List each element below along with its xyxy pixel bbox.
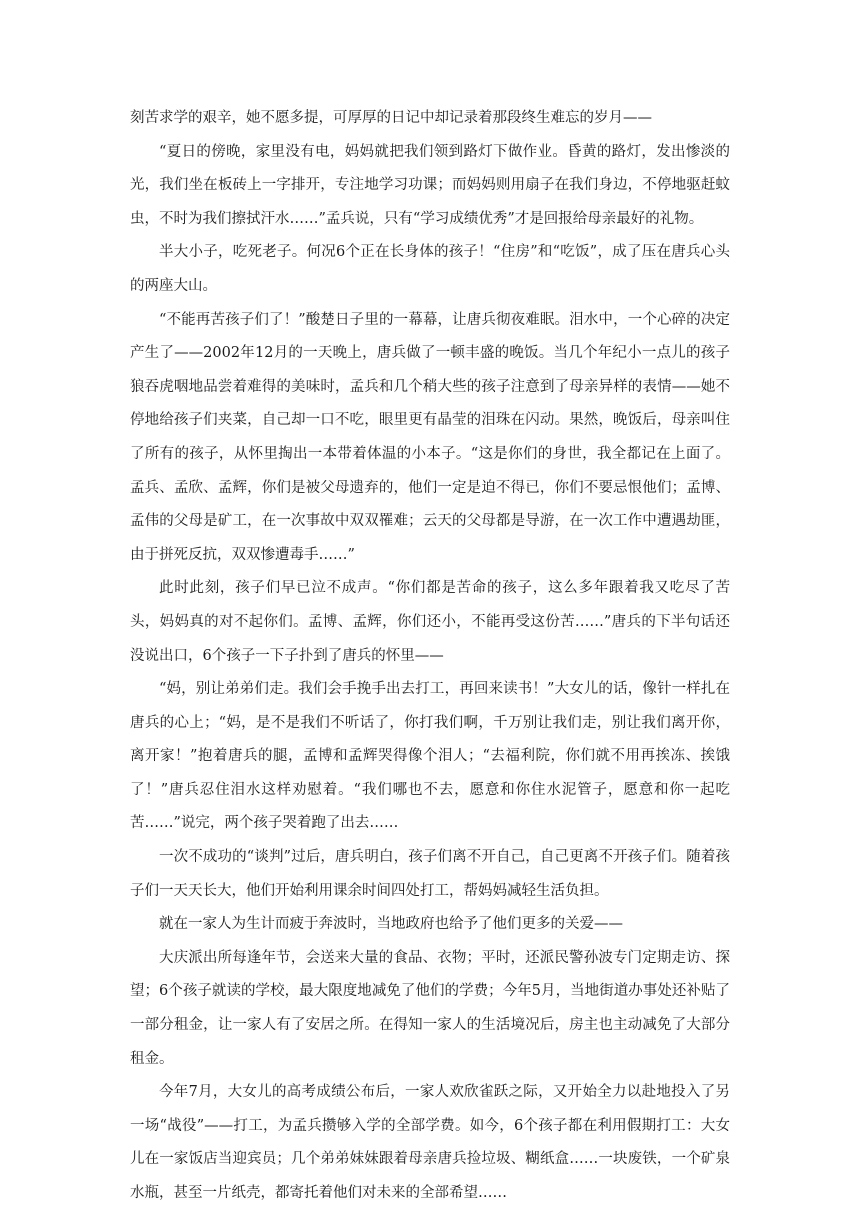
paragraph-9: 大庆派出所每逢年节，会送来大量的食品、衣物；平时，还派民警孙波专门定期走访、探望；6个孩子就读的学校，最大限度地减免了他们的学费；今年5月，当地街道办事处还补贴了一部分租金，让一家人有了安居之所。在得知一家人的生活境况后，房主也主动减免了大部分租金。 — [130, 949, 730, 1067]
document-body — [130, 102, 730, 1211]
paragraph-1: 刻苦求学的艰辛，她不愿多提，可厚厚的日记中却记录着那段终生难忘的岁月—— — [130, 110, 652, 126]
paragraph-8: 就在一家人为生计而疲于奔波时，当地政府也给予了他们更多的关爱—— — [159, 916, 623, 933]
paragraph-6: “妈，别让弟弟们走。我们会手挽手出去打工，再回来读书！”大女儿的话，像针一样扎在唐兵的心上；“妈，是不是我们不听话了，你打我们啊，千万别让我们走，别让我们离开你，离开家！”抱着唐兵的腿，孟博和孟辉哭得像个泪人；“去福利院，你们就不用再挨冻、挨饿了！”唐兵忍住泪水这样劝慰着。“我们哪也不去，愿意和你住水泥管子，愿意和你一起吃苦……”说完，两个孩子哭着跑了出去…… — [130, 681, 730, 832]
paragraph-5: 此时此刻，孩子们早已泣不成声。“你们都是苦命的孩子，这么多年跟着我又吃尽了苦头，妈妈真的对不起你们。孟博、孟辉，你们还小，不能再受这份苦……”唐兵的下半句话还没说出口，6个孩子一下子扑到了唐兵的怀里—— — [130, 580, 730, 664]
paragraph-7: 一次不成功的“谈判”过后，唐兵明白，孩子们离不开自己，自己更离不开孩子们。随着孩子们一天天长大，他们开始利用课余时间四处打工，帮妈妈减轻生活负担。 — [130, 849, 730, 899]
paragraph-2: “夏日的傍晚，家里没有电，妈妈就把我们领到路灯下做作业。昏黄的路灯，发出惨淡的光，我们坐在板砖上一字排开，专注地学习功课；而妈妈则用扇子在我们身边，不停地驱赶蚊虫，不时为我们擦拭汗水……”孟兵说，只有“学习成绩优秀”才是回报给母亲最好的礼物。 — [130, 143, 730, 227]
paragraph-4: “不能再苦孩子们了！”酸楚日子里的一幕幕，让唐兵彻夜难眠。泪水中，一个心碎的决定产生了——2002年12月的一天晚上，唐兵做了一顿丰盛的晚饭。当几个年纪小一点儿的孩子狼吞虎咽地品尝着难得的美味时，孟兵和几个稍大些的孩子注意到了母亲异样的表情——她不停地给孩子们夹菜，自己却一口不吃，眼里更有晶莹的泪珠在闪动。果然，晚饭后，母亲叫住了所有的孩子，从怀里掏出一本带着体温的小本子。“这是你们的身世，我全都记在上面了。孟兵、孟欣、孟辉，你们是被父母遗弃的，他们一定是迫不得已，你们不要忌恨他们；孟博、孟伟的父母是矿工，在一次事故中双双罹难；云天的父母都是导游，在一次工作中遭遇劫匪，由于拼死反抗，双双惨遭毒手……” — [130, 311, 730, 563]
paragraph-10: 今年7月，大女儿的高考成绩公布后，一家人欢欣雀跃之际，又开始全力以赴地投入了另一场“战役”——打工，为孟兵攒够入学的全部学费。如今，6个孩子都在利用假期打工：大女儿在一家饭店当迎宾员；几个弟弟妹妹跟着母亲唐兵捡垃圾、糊纸盒……一块废铁，一个矿泉水瓶，甚至一片纸壳，都寄托着他们对未来的全部希望…… — [130, 1084, 730, 1201]
paragraph-3: 半大小子，吃死老子。何况6个正在长身体的孩子！“住房”和“吃饭”，成了压在唐兵心头的两座大山。 — [130, 244, 730, 294]
